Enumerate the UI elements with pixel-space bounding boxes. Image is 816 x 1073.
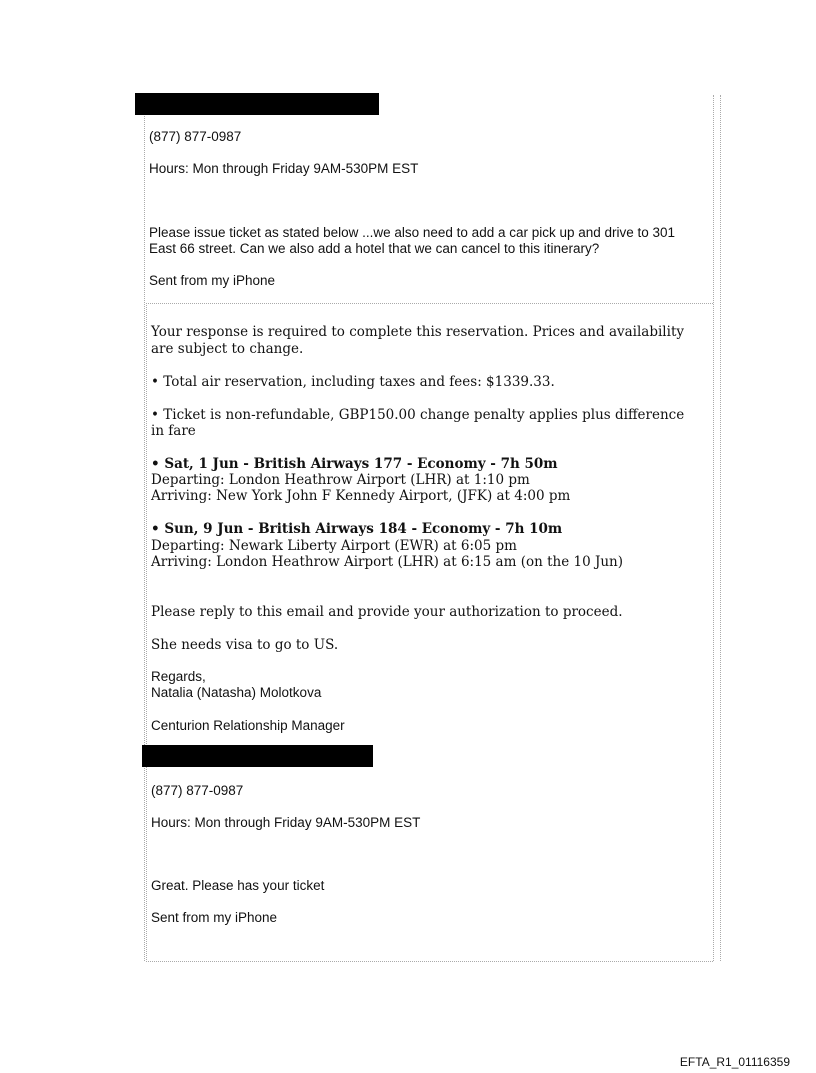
document-id: EFTA_R1_01116359 [679,1055,790,1069]
total-fare-bullet: • Total air reservation, including taxes and fees: $1339.33. [151,374,555,390]
sent-from-top: Sent from my iPhone [149,273,276,288]
flight-2-departing: Departing: Newark Liberty Airport (EWR) at 6:05 pm [151,538,517,554]
redaction-bar-bottom [142,745,373,767]
message-line-2: East 66 street. Can we also add a hotel that we can cancel to this itinerary? [149,241,600,256]
phone-top: (877) 877-0987 [149,129,242,144]
outer-left-border [144,100,145,961]
visa-note: She needs visa to go to US. [151,637,339,653]
flight-1-arriving: Arriving: New York John F Kennedy Airport, (JFK) at 4:00 pm [151,488,571,504]
hours-top: Hours: Mon through Friday 9AM-530PM EST [149,161,419,176]
flight-1-heading: • Sat, 1 Jun - British Airways 177 - Economy - 7h 50m [151,456,558,472]
outer-right-border [713,95,721,961]
quoted-message-box [146,303,713,962]
phone-bottom: (877) 877-0987 [151,783,244,798]
signature-title: Centurion Relationship Manager [151,718,345,733]
reply-message: Great. Please has your ticket [151,878,325,893]
signature-name: Natalia (Natasha) Molotkova [151,685,322,700]
reply-request: Please reply to this email and provide your authorization to proceed. [151,604,623,620]
redaction-bar-top [135,93,379,115]
flight-1-departing: Departing: London Heathrow Airport (LHR) at 1:10 pm [151,472,530,488]
intro-line-1: Your response is required to complete this reservation. Prices and availability [151,324,684,340]
flight-2-arriving: Arriving: London Heathrow Airport (LHR) at 6:15 am (on the 10 Jun) [151,554,624,570]
ticket-bullet-line-1: • Ticket is non-refundable, GBP150.00 change penalty applies plus difference [151,407,685,423]
regards: Regards, [151,669,206,684]
intro-line-2: are subject to change. [151,341,304,357]
sent-from-bottom: Sent from my iPhone [151,910,278,925]
hours-bottom: Hours: Mon through Friday 9AM-530PM EST [151,815,421,830]
ticket-bullet-line-2: in fare [151,423,196,439]
flight-2-heading: • Sun, 9 Jun - British Airways 184 - Economy - 7h 10m [151,521,563,537]
message-line-1: Please issue ticket as stated below ...we also need to add a car pick up and drive to 301 [149,225,676,240]
